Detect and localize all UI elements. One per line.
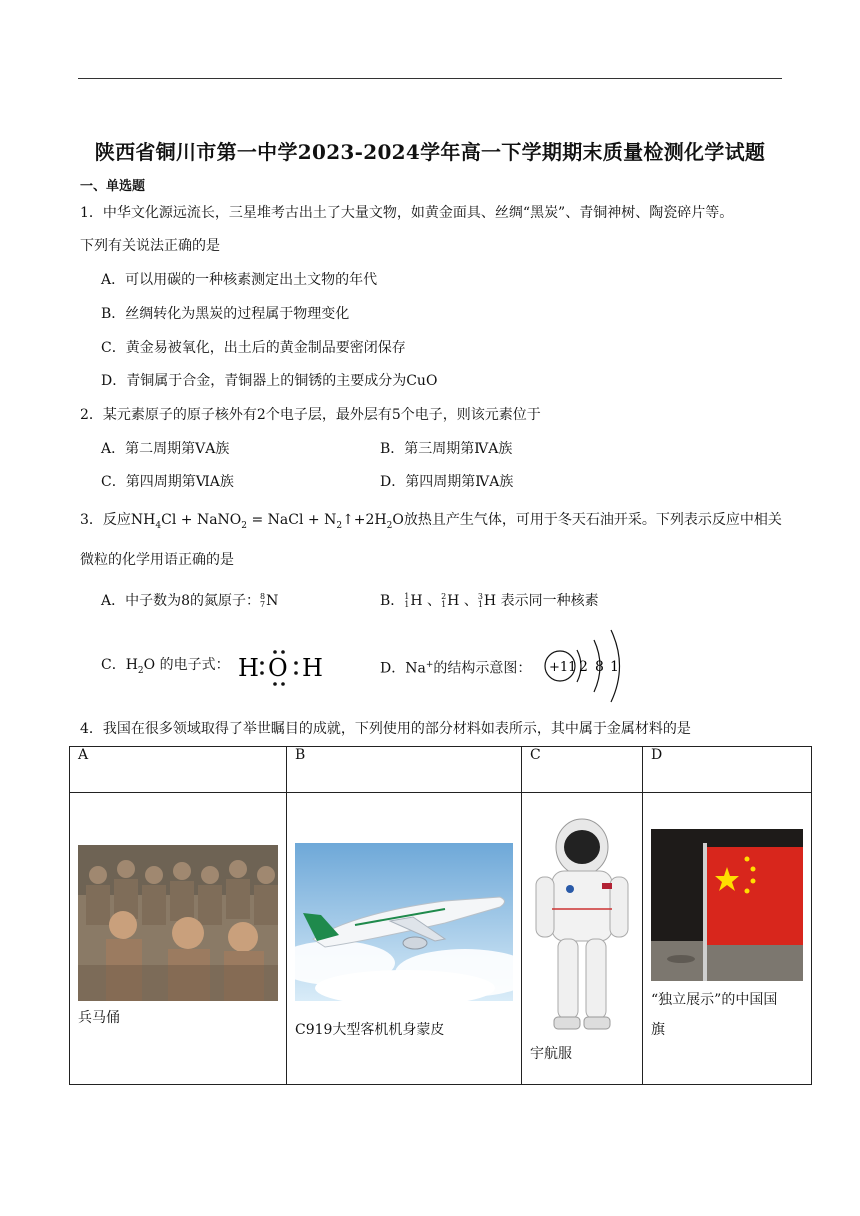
caption-d: “独立展示”的中国国旗 (651, 992, 778, 1038)
q3-option-b-text: 表示同一种核素 (500, 593, 599, 609)
table-header-a: A (70, 747, 287, 793)
q1-stem-line2: 下列有关说法正确的是 (80, 238, 220, 254)
q3-equation: $NH_4Cl$ + NaNO$_2$ = NaCl + $N_2↑+2H_2O$ (130, 512, 404, 531)
spacesuit-image (530, 813, 634, 1035)
q3-stem-line1 (80, 510, 782, 536)
c919-aircraft-image (295, 843, 513, 1001)
svg-text:H: H (302, 654, 323, 682)
terracotta-warriors-image (78, 845, 278, 1001)
cell-b (287, 793, 522, 1085)
section-heading: 一、单选题 (80, 179, 146, 194)
q2-option-c: C．第四周期第ⅥA族 (101, 474, 234, 490)
q3-option-a: A．中子数为8的氮原子： 8 7 N (101, 592, 279, 609)
q2-option-d: D．第四周期第ⅣA族 (380, 474, 514, 490)
q2-option-a: A．第二周期第ⅤA族 (101, 441, 230, 457)
cell-c (522, 793, 643, 1085)
q2-option-b: B．第三周期第ⅣA族 (380, 441, 513, 457)
q3-option-c-text: 的电子式： (159, 657, 230, 673)
page-title: 陕西省铜川市第一中学2023-2024学年高一下学期期末质量检测化学试题 (94, 140, 766, 164)
caption-a: 兵马俑 (78, 1010, 120, 1026)
q3-prefix: 3．反应 (80, 512, 131, 528)
caption-c: 宇航服 (530, 1046, 572, 1062)
water-electron-dot-formula (234, 648, 326, 688)
q3-stem-line2: 微粒的化学用语正确的是 (80, 552, 234, 568)
nuclide-symbol: 8 7 (260, 592, 266, 609)
table-header-c: C (522, 747, 643, 793)
table-header-b: B (287, 747, 522, 793)
q1-option-a: A．可以用碳的一种核素测定出土文物的年代 (101, 272, 378, 288)
caption-b: C919大型客机机身蒙皮 (295, 1022, 445, 1038)
svg-text:O: O (268, 654, 288, 682)
sodium-ion-structure-diagram (540, 628, 640, 708)
table-row (70, 793, 812, 1085)
cell-d (643, 793, 812, 1085)
svg-text:8: 8 (595, 659, 604, 675)
q3-option-c: C．$H_2O$ 的电子式： (101, 657, 230, 676)
header-rule (78, 78, 782, 79)
svg-text:+11: +11 (549, 660, 577, 675)
q2-stem: 2．某元素原子的原子核外有2个电子层，最外层有5个电子，则该元素位于 (80, 407, 541, 423)
q3-option-b: B． 1 1 H 、 2 1 H 、 3 1 H 表示同一种核素 (380, 592, 599, 609)
q3-option-a-text: A．中子数为8的氮原子： (101, 593, 261, 609)
moon-flag-image (651, 829, 803, 981)
table-header-row (70, 747, 812, 793)
materials-table (69, 746, 812, 1085)
q3-suffix: 放热且产生气体，可用于冬天石油开采。下列表示反应中相关 (403, 512, 782, 528)
q1-option-d: D．青铜属于合金，青铜器上的铜锈的主要成分为CuO (101, 373, 438, 389)
svg-text:2: 2 (579, 659, 588, 675)
svg-text:1: 1 (610, 659, 619, 675)
q1-option-c: C．黄金易被氧化，出土后的黄金制品要密闭保存 (101, 340, 406, 356)
svg-text:H: H (238, 654, 259, 682)
q3-option-d: D．Na+的结构示意图： (380, 660, 532, 677)
q1-option-b: B．丝绸转化为黑炭的过程属于物理变化 (101, 306, 350, 322)
q4-stem: 4．我国在很多领域取得了举世瞩目的成就，下列使用的部分材料如表所示，其中属于金属材料的是 (80, 721, 691, 737)
q1-stem-line1: 1．中华文化源远流长，三星堆考古出土了大量文物，如黄金面具、丝绸“黑炭”、青铜神树、陶瓷碎片等。 (80, 205, 734, 221)
q3-option-d-text: 的结构示意图： (433, 660, 532, 677)
table-header-d: D (643, 747, 812, 793)
cell-a (70, 793, 287, 1085)
